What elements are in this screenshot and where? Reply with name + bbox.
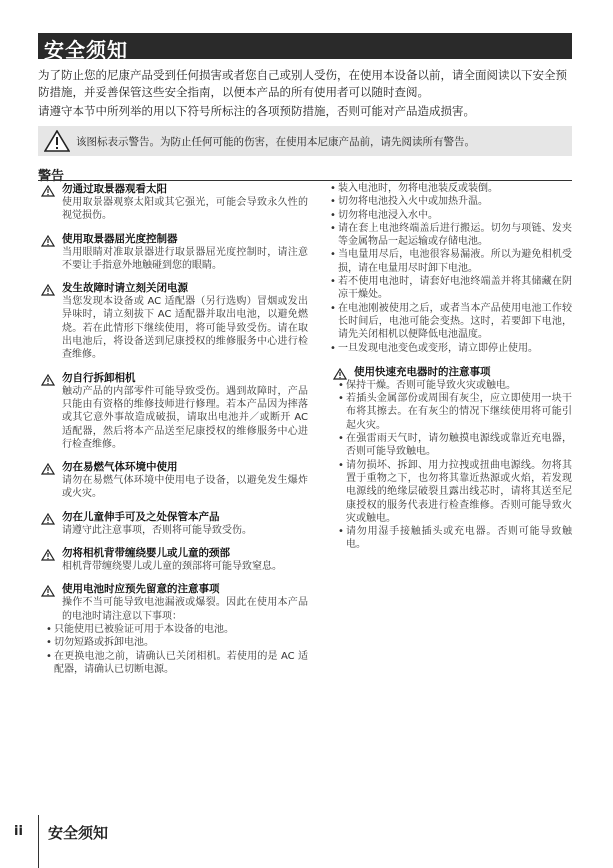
list-item: • 切勿将电池投入火中或加热升温。 (330, 195, 572, 208)
warning-body: 请勿在易燃气体环境中使用电子设备，以避免发生爆炸或火灾。 (62, 475, 308, 500)
page-title: 安全须知 (44, 38, 128, 62)
warning-triangle-icon (41, 585, 55, 597)
warning-body: 触动产品的内部零件可能导致受伤。遇到故障时，产品只能由有资格的维修技师进行修理。若本产品因为摔落或其它意外事故造成破损，请取出电池并／或断开 AC 适配器，然后将本产品送至尼康授权的维修服务中心进行检查维修。 (62, 385, 308, 450)
warning-title: 使用取景器屈光度控制器 (62, 232, 178, 245)
warning-triangle-icon (41, 513, 55, 525)
charger-bullet-list (338, 379, 572, 552)
warning-body: 操作不当可能导致电池漏液或爆裂。因此在使用本产品的电池时请注意以下事项： (62, 597, 308, 622)
footer-section-title: 安全须知 (48, 824, 109, 842)
list-item: • 请勿用湿手接触插头或充电器。否则可能导致触电。 (338, 525, 572, 552)
list-item: • 切勿将电池浸入水中。 (330, 209, 572, 222)
warning-title: 勿在儿童伸手可及之处保管本产品 (62, 510, 220, 523)
list-item: • 请勿损坏、拆卸、用力拉拽或扭曲电源线。勿将其置于重物之下，也勿将其靠近热源或火焰，若发现电源线的绝缘层破裂且露出线芯时，请将其送至尼康授权的服务代表进行检查维修。否则可能导致火灾或触电。 (338, 459, 572, 525)
warning-item (38, 182, 308, 223)
list-item: • 只能使用已被验证可用于本设备的电池。 (46, 623, 308, 636)
warning-triangle-icon (41, 463, 55, 475)
warning-item (38, 510, 308, 537)
list-item: • 在更换电池之前，请确认已关闭相机。若使用的是 AC 适配器，请确认已切断电源。 (46, 650, 308, 677)
warning-body: 请遵守此注意事项，否则将可能导致受伤。 (62, 524, 252, 536)
list-item: • 在强雷雨天气时，请勿触摸电源线或靠近充电器，否则可能导致触电。 (338, 432, 572, 459)
footer-divider (38, 815, 39, 868)
warning-item (38, 546, 308, 573)
list-item: • 在电池刚被使用之后，或者当本产品使用电池工作较长时间后，电池可能会变热。这时，若要卸下电池，请先关闭相机以便降低电池温度。 (330, 302, 572, 342)
warning-body: 使用取景器观察太阳或其它强光，可能会导致永久性的视觉损伤。 (62, 197, 308, 222)
section-title-bar (38, 33, 572, 62)
battery-bullet-list-continued (330, 182, 572, 355)
right-column (330, 182, 572, 552)
warning-item (38, 281, 308, 361)
warning-title: 勿自行拆卸相机 (62, 371, 136, 384)
list-item: • 若插头金属部份或周围有灰尘，应立即使用一块干布将其擦去。在有灰尘的情况下继续使用将可能引起火灾。 (338, 392, 572, 432)
warning-item (330, 365, 572, 552)
list-item: • 装入电池时，勿将电池装反或装倒。 (330, 182, 572, 195)
warning-triangle-icon (41, 235, 55, 247)
warning-triangle-icon (41, 374, 55, 386)
list-item: • 当电量用尽后，电池很容易漏液。所以为避免相机受损，请在电量用尽时卸下电池。 (330, 248, 572, 275)
page-number: ii (14, 824, 23, 839)
warning-notice-box (38, 126, 572, 156)
warning-title: 发生故障时请立刻关闭电源 (62, 282, 188, 295)
warning-triangle-icon (41, 185, 55, 197)
warning-triangle-icon (41, 284, 55, 296)
list-item: • 请在套上电池终端盖后进行搬运。切勿与项链、发夹等金属物品一起运输或存储电池。 (330, 222, 572, 249)
list-item: • 一旦发现电池变色或变形，请立即停止使用。 (330, 342, 572, 355)
list-item: • 若不使用电池时，请套好电池终端盖并将其储藏在阴凉干燥处。 (330, 275, 572, 302)
warning-title: 使用电池时应预先留意的注意事项 (62, 583, 220, 596)
warnings-heading: 警告 (38, 169, 65, 184)
warning-item (38, 371, 308, 451)
warning-title: 勿在易燃气体环境中使用 (62, 461, 178, 474)
intro-paragraph-1: 为了防止您的尼康产品受到任何损害或者您自己或别人受伤，在使用本设备以前，请全面阅读以下安全预防措施，并妥善保管这些安全指南，以便本产品的所有使用者可以随时查阅。 (38, 68, 567, 99)
left-column (38, 182, 308, 676)
warning-body: 当用眼睛对准取景器进行取景器屈光度控制时，请注意不要让手指意外地触碰到您的眼睛。 (62, 246, 308, 271)
warning-item (38, 232, 308, 273)
warning-item (38, 460, 308, 501)
intro-paragraph-2: 请遵守本节中所列举的用以下符号所标注的各项预防措施，否则可能对产品造成损害。 (38, 104, 475, 118)
battery-bullet-list (46, 623, 308, 676)
warning-title: 勿将相机背带缠绕婴儿或儿童的颈部 (62, 547, 230, 560)
warning-triangle-icon (41, 549, 55, 561)
warning-title: 使用快速充电器时的注意事项 (354, 365, 491, 378)
list-item: • 保持干燥。否则可能导致火灾或触电。 (338, 379, 572, 392)
warning-body: 当您发现本设备或 AC 适配器（另行选购）冒烟或发出异味时，请立刻拔下 AC 适配器并取出电池，以避免燃烧。若在此情形下继续使用，将可能导致受伤。请在取出电池后，将设备送到尼康授权的维修服务中心进行检查维修。 (62, 296, 308, 361)
warning-item (38, 582, 308, 676)
notice-text: 该图标表示警告。为防止任何可能的伤害，在使用本尼康产品前，请先阅读所有警告。 (76, 136, 475, 148)
warnings-divider (38, 180, 572, 181)
warning-body: 相机背带缠绕婴儿或儿童的颈部将可能导致窒息。 (62, 561, 282, 573)
warning-title: 勿通过取景器观看太阳 (62, 183, 167, 195)
list-item: • 切勿短路或拆卸电池。 (46, 636, 308, 649)
warning-triangle-icon (44, 130, 70, 152)
